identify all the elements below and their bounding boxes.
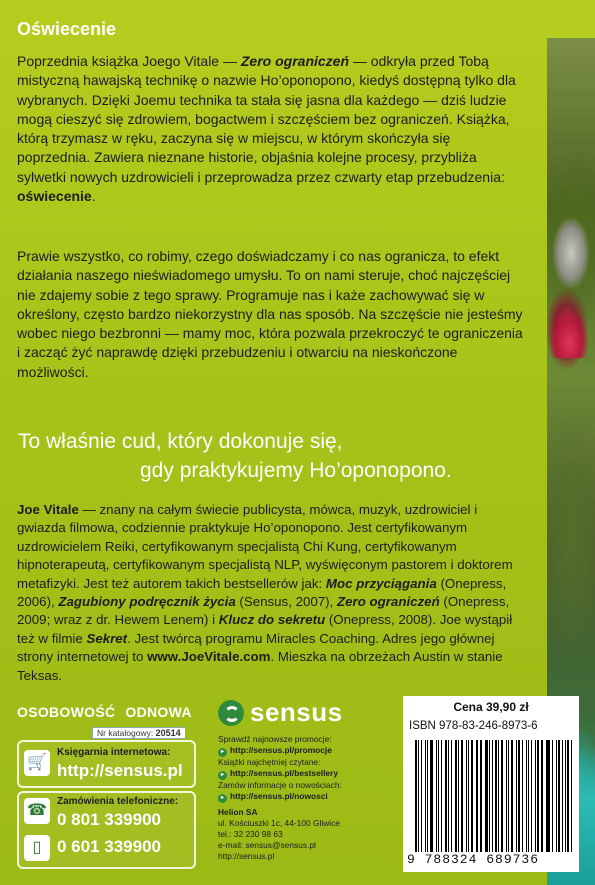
catalog-number	[92, 727, 186, 739]
barcode-bar	[485, 740, 488, 852]
publisher-email: e-mail: sensus@sensus.pl	[218, 840, 316, 850]
barcode-bar	[451, 740, 452, 852]
barcode-bar	[546, 740, 547, 852]
barcode-bar	[537, 740, 539, 852]
publisher-name: sensus	[250, 697, 343, 727]
description-paragraph-2: Prawie wszystko, co robimy, czego doświadczamy i co nas ogranicza, to efekt działania naszego nieświadomego umysłu. To on nami steruje, choć najczęściej nie zdajemy sobie z tego sprawy. Programuje nas i każe zachowywać się w określony, często bardzo niekorzystny dla nas sposób. Na szczęście nie jesteśmy wobec niego bezbronni — mamy moc, która pozwala przekroczyć te ograniczenia i zacząć żyć naprawdę dzięki przebudzeniu i otwarciu na nieskończone możliwości.	[17, 248, 523, 380]
publisher-company: Helion SA	[218, 807, 258, 817]
barcode-bar	[562, 740, 563, 852]
barcode-bar	[556, 740, 557, 852]
series-name-osobowosc: OSOBOWOŚĆ	[17, 704, 116, 720]
publisher-address	[218, 807, 398, 862]
promo-text-2: Książki najchętniej czytane:	[218, 757, 321, 767]
barcode-bar	[558, 740, 560, 852]
isbn: ISBN 978-83-246-8973-6	[409, 720, 538, 732]
phone-label: Zamówienia telefoniczne:	[57, 796, 179, 807]
barcode-bar	[477, 740, 478, 852]
barcode-bar	[508, 740, 509, 852]
barcode-bar	[480, 740, 482, 852]
phone-number-1[interactable]: 0 801 339900	[57, 810, 161, 829]
barcode-bar	[466, 740, 467, 852]
barcode-bar	[438, 740, 439, 852]
pull-quote-line-2: gdy praktykujemy Ho’oponopono.	[140, 459, 452, 482]
barcode-bar	[458, 740, 459, 852]
promo-link-3[interactable]: ▸ http://sensus.pl/nowosci	[218, 791, 398, 803]
barcode-bar	[541, 740, 543, 852]
promo-link-2[interactable]: ▸ http://sensus.pl/bestsellery	[218, 768, 398, 780]
barcode-bar	[552, 740, 553, 852]
barcode-bar	[518, 740, 520, 852]
barcode-bar	[445, 740, 447, 852]
barcode-bar	[441, 740, 443, 852]
publisher-street: ul. Kościuszki 1c, 44-100 Gliwice	[218, 818, 340, 828]
series-name-odnowa: ODNOWA	[125, 704, 192, 720]
price: Cena 39,90 zł	[453, 700, 529, 714]
rock-image	[553, 218, 589, 288]
shop-url[interactable]: http://sensus.pl	[57, 761, 183, 780]
barcode-bar	[526, 740, 527, 852]
barcode-bar	[495, 740, 497, 852]
pull-quote-line-1: To właśnie cud, który dokonuje się,	[18, 430, 343, 453]
barcode-bar	[427, 740, 428, 852]
barcode-bar	[418, 740, 419, 852]
barcode-bar	[425, 740, 427, 852]
barcode-bar	[501, 740, 503, 852]
barcode-bar	[455, 740, 458, 852]
barcode-bar	[471, 740, 473, 852]
barcode-bar	[567, 740, 569, 852]
barcode-bar	[476, 740, 477, 852]
phone-icon: ☎	[24, 798, 50, 824]
barcode	[415, 740, 575, 852]
publisher-logo	[218, 697, 343, 728]
section-title: Oświecenie	[17, 19, 117, 39]
sensus-logo-icon	[218, 700, 244, 726]
shop-label: Księgarnia internetowa:	[57, 747, 171, 758]
publisher-web: http://sensus.pl	[218, 851, 275, 861]
promo-link-1[interactable]: ▸ http://sensus.pl/promocje	[218, 745, 398, 757]
barcode-bar	[461, 740, 463, 852]
red-flower-image	[549, 308, 589, 358]
online-shop-box[interactable]	[17, 740, 196, 788]
barcode-bar	[565, 740, 566, 852]
promo-text-3: Zamów informacje o nowościach:	[218, 780, 342, 790]
series-logo	[17, 704, 192, 720]
author-bio: Joe Vitale — znany na całym świecie publicysta, mówca, muzyk, uzdrowiciel i gwiazda filmowa, codziennie praktykuje Ho’oponopono. Jest certyfikowanym uzdrowicielem Reiki, certyfikowanym specjalistą Chi Kung, certyfikowanym hipnoterapeutą, certyfikowanym specjalistą NLP, wyświęconym pastorem i doktorem metafizyki. Jest też autorem takich bestsellerów jak: Moc przyciągania (Onepress, 2006), Zagubiony podręcznik życia (Sensus, 2007), Zero ograniczeń (Onepress, 2009; wraz z dr. Hewem Lenem) i Klucz do sekretu (Onepress, 2008). Joe wystąpił też w filmie Sekret. Jest twórcą programu Miracles Coaching. Adres jego głównej strony internetowej to www.JoeVitale.com. Mieszka na obrzeżach Austin w stanie Teksas.	[17, 502, 513, 683]
barcode-bar	[511, 740, 514, 852]
barcode-bar	[430, 740, 433, 852]
barcode-bar	[415, 740, 417, 852]
price-barcode-box	[403, 696, 579, 872]
barcode-bar	[448, 740, 449, 852]
barcode-bar	[436, 740, 437, 852]
barcode-bar	[506, 740, 507, 852]
barcode-bar	[571, 740, 572, 852]
barcode-number: 9 788324 689736	[407, 852, 540, 867]
barcode-bar	[531, 740, 532, 852]
barcode-bar	[528, 740, 530, 852]
publisher-tel: tel.: 32 230 98 63	[218, 829, 283, 839]
barcode-bar	[516, 740, 517, 852]
barcode-bar	[421, 740, 422, 852]
barcode-bar	[547, 740, 550, 852]
shopping-cart-icon: 🛒	[24, 750, 50, 776]
description-paragraph-1: Poprzednia książka Joego Vitale — Zero ograniczeń — odkryła przed Tobą mistyczną hawajską technikę o nazwie Ho’oponopono, kiedyś dostępną tylko dla wybranych. Dzięki Joemu technika ta stała się jasna dla każdego — dziś ludzie mogą cieszyć się zdrowiem, bogactwem i szczęściem bez ograniczeń. Książka, którą trzymasz w ręku, zaczyna się w miejscu, w którym skończyła się poprzednia. Zawiera nieznane historie, objaśnia kolejne procesy, przybliża sylwetki nowych uzdrowicieli i przeprowadza przez czwarty etap przebudzenia: oświecenie.	[17, 53, 516, 205]
barcode-bar	[498, 740, 499, 852]
promo-links	[218, 734, 398, 803]
phone-orders-box	[17, 791, 196, 869]
phone-number-2[interactable]: 0 601 339900	[57, 837, 161, 856]
barcode-bar	[535, 740, 536, 852]
barcode-bar	[468, 740, 469, 852]
barcode-bar	[492, 740, 493, 852]
barcode-bar	[522, 740, 523, 852]
catalog-label: Nr katalogowy:	[97, 728, 154, 738]
catalog-value: 20514	[155, 728, 181, 738]
mobile-phone-icon: ▯	[24, 835, 50, 861]
promo-text-1: Sprawdź najnowsze promocje:	[218, 734, 332, 744]
barcode-bar	[489, 740, 490, 852]
